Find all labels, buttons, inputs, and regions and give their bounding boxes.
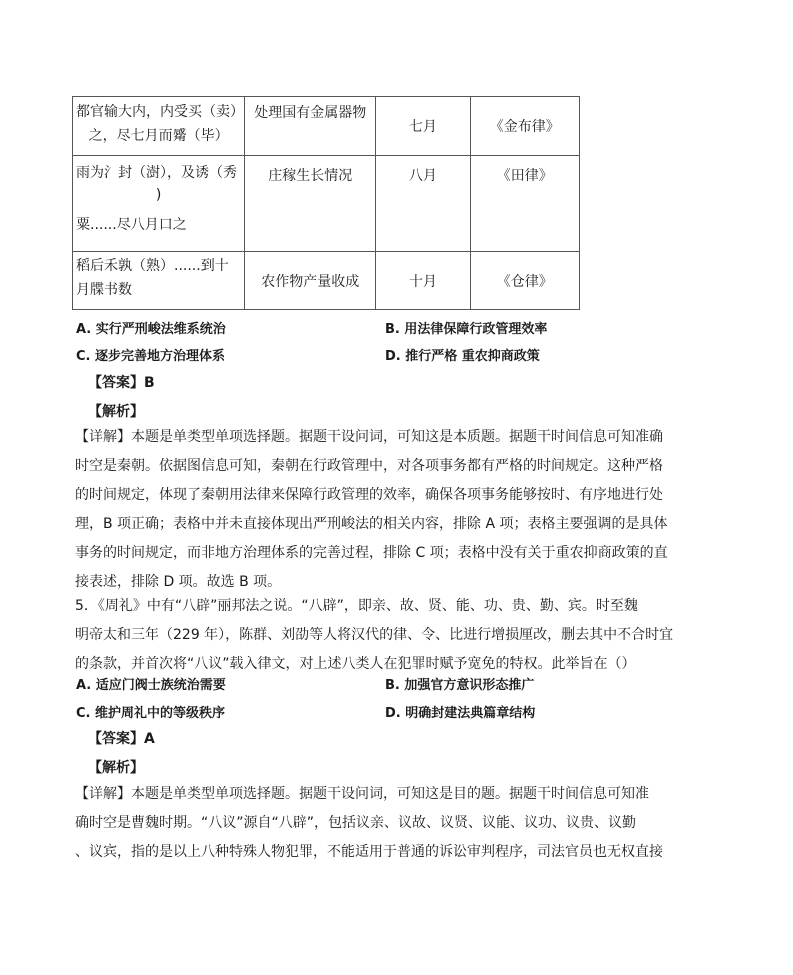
q4-detail [75,423,675,597]
q5-option-a: A. 适应门阀士族统治需要 [76,678,226,693]
table-row [73,97,580,156]
cell-line: 都官输大内，内受买（卖） [76,104,244,120]
cell-line: 月牒书数 [76,282,132,298]
table-cell [470,156,579,252]
q4-option-a: A. 实行严刑峻法维系统治 [76,322,226,337]
cell-text: 七月 [408,119,437,135]
q4-option-b: B. 用法律保障行政管理效率 [385,322,548,337]
q5-stem [75,592,675,679]
q4-answer: 【答案】B [88,375,155,391]
law-table [72,96,580,310]
cell-line: 雨为氵封（澍），及诱（秀 [76,165,237,181]
table-row [73,156,580,252]
q5-answer: 【答案】A [88,731,155,747]
table-cell [470,97,579,156]
table-row [73,252,580,310]
cell-line: 稻后禾孰（熟）......到十 [76,258,229,274]
detail-line: 、议宾，指的是以上八种特殊人物犯罪，不能适用于普通的诉讼审判程序，司法官员也无权直接 [75,844,663,860]
detail-line: 事务的时间规定，而非地方治理体系的完善过程，排除 C 项；表格中没有关于重农抑商政策的直 [75,545,668,561]
detail-line: 理，B 项正确；表格中并未直接体现出严刑峻法的相关内容，排除 A 项；表格主要强调的是具体 [75,516,668,532]
table-cell [245,97,376,156]
detail-line: 【详解】本题是单类型单项选择题。据题干设问词，可知这是目的题。据题干时间信息可知准 [75,786,649,802]
table-cell [73,97,245,156]
table-cell [470,252,579,310]
cell-text: 《仓律》 [496,273,553,290]
cell-text: 十月 [408,273,437,290]
cell-text: 《田律》 [496,168,553,184]
q5-analysis-label: 【解析】 [88,760,144,776]
table-cell [73,252,245,310]
q5-option-b: B. 加强官方意识形态推广 [385,678,535,693]
table-cell [73,156,245,252]
cell-line: 之，尽七月而觱（毕） [88,128,229,144]
cell-text: 八月 [408,168,437,184]
q5-detail [75,780,675,867]
q4-option-c: C. 逐步完善地方治理体系 [76,349,226,364]
detail-line: 的时间规定，体现了秦朝用法律来保障行政管理的效率，确保各项事务能够按时、有序地进行处 [75,487,663,503]
detail-line: 确时空是曹魏时期。“八议”源自“八辟”，包括议亲、议故、议贤、议能、议功、议贵、议勤 [75,815,637,831]
cell-text: 处理国有金属器物 [254,105,367,121]
q4-analysis-label: 【解析】 [88,404,144,420]
detail-line: 时空是秦朝。依据图信息可知，秦朝在行政管理中，对各项事务都有严格的时间规定。这种严格 [75,458,663,474]
cell-line: ) [155,187,162,203]
table-cell [376,252,470,310]
table-cell [245,156,376,252]
stem-line: 明帝太和三年（229 年），陈群、刘劭等人将汉代的律、令、比进行增损厘改，删去其中不合时宜 [75,627,674,643]
table-cell [245,252,376,310]
q4-option-d: D. 推行严格 重农抑商政策 [385,349,540,364]
stem-line: 的条款，并首次将“八议”载入律文，对上述八类人在犯罪时赋予宽免的特权。此举旨在（） [75,656,636,672]
table-cell [376,97,470,156]
detail-line: 接表述，排除 D 项。故选 B 项。 [75,574,282,590]
q5-option-d: D. 明确封建法典篇章结构 [385,706,536,721]
table-cell [376,156,470,252]
cell-text: 庄稼生长情况 [268,168,353,184]
detail-line: 【详解】本题是单类型单项选择题。据题干设问词，可知这是本质题。据题干时间信息可知准确 [75,429,663,445]
cell-text: 《金布律》 [489,119,560,135]
cell-line: 粟......尽八月口之 [76,217,187,233]
cell-text: 农作物产量收成 [261,273,360,290]
q5-option-c: C. 维护周礼中的等级秩序 [76,706,226,721]
stem-line: 5．《周礼》中有“八辟”丽邦法之说。“八辟”，即亲、故、贤、能、功、贵、勤、宾。时至魏 [75,598,638,614]
